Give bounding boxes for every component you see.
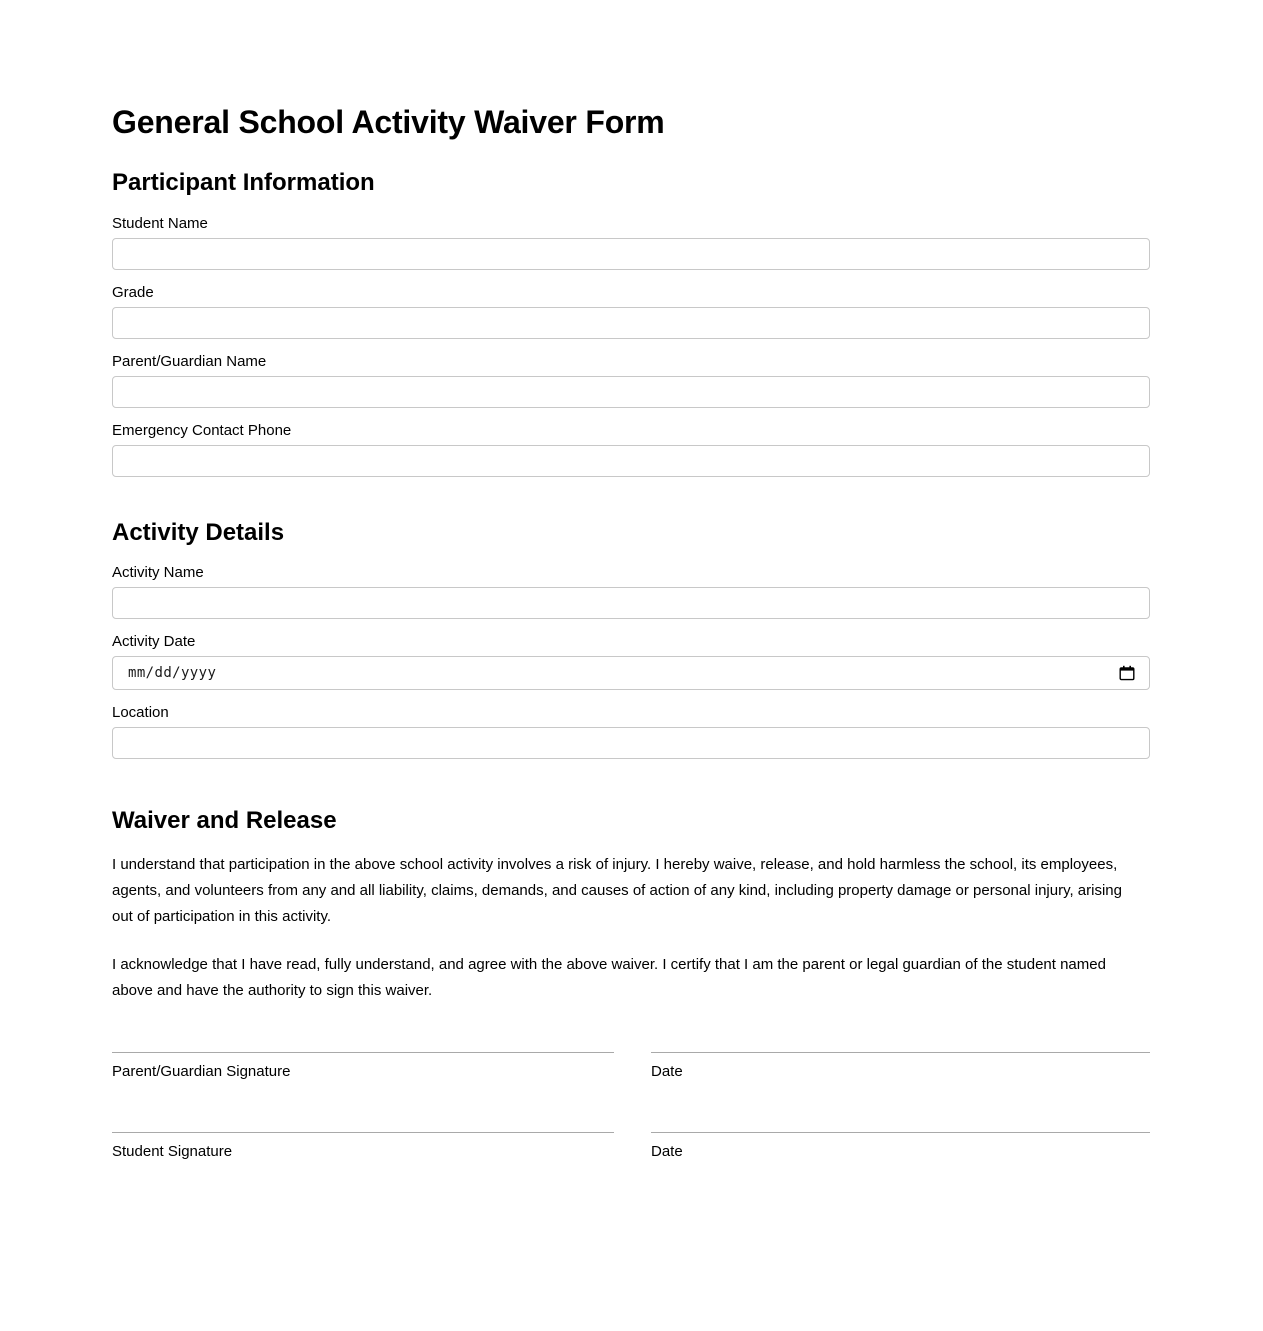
label-emergency-contact-phone: Emergency Contact Phone: [112, 421, 292, 439]
label-parent-guardian-name: Parent/Guardian Name: [112, 352, 267, 370]
field-student-name: [112, 214, 1150, 270]
section-heading-waiver-and-release: Waiver and Release: [112, 807, 337, 835]
label-student-name: Student Name: [112, 214, 208, 232]
label-activity-date: Activity Date: [112, 633, 196, 651]
page-title: General School Activity Waiver Form: [112, 104, 665, 140]
signature-area: [112, 1052, 1150, 1162]
field-activity-name: [112, 563, 1150, 619]
signature-block-parent-guardian-date[interactable]: [651, 1052, 1150, 1082]
label-grade: Grade: [112, 283, 154, 301]
signature-line-student: [112, 1132, 614, 1133]
input-location[interactable]: [112, 727, 1150, 759]
input-activity-name[interactable]: [112, 587, 1150, 619]
signature-block-student[interactable]: [112, 1132, 614, 1162]
field-parent-guardian-name: [112, 352, 1150, 408]
signature-row-student: [112, 1132, 1150, 1162]
input-activity-date[interactable]: [112, 656, 1150, 690]
field-emergency-contact-phone: [112, 421, 1150, 477]
signature-line-student-date: [651, 1132, 1150, 1133]
input-student-name[interactable]: [112, 238, 1150, 270]
signature-block-student-date[interactable]: [651, 1132, 1150, 1162]
signature-block-parent-guardian[interactable]: [112, 1052, 614, 1082]
calendar-icon[interactable]: [1119, 665, 1135, 681]
input-grade[interactable]: [112, 307, 1150, 339]
waiver-paragraph-acknowledgement: I acknowledge that I have read, fully understand, and agree with the above waiver. I certify that I am the parent or legal guardian of the student named above and have the authority to sign this waiver.: [112, 956, 1106, 1000]
input-emergency-contact-phone[interactable]: [112, 445, 1150, 477]
field-location: [112, 703, 1150, 759]
signature-caption-parent-guardian-date: Date: [651, 1063, 683, 1081]
section-waiver-and-release: [112, 807, 1150, 1004]
input-parent-guardian-name[interactable]: [112, 376, 1150, 408]
section-participant-information: [112, 169, 1150, 477]
signature-caption-student-date: Date: [651, 1143, 683, 1161]
label-activity-name: Activity Name: [112, 564, 204, 582]
field-activity-date: [112, 632, 1150, 690]
signature-line-parent-guardian: [112, 1052, 614, 1053]
signature-caption-parent-guardian: Parent/Guardian Signature: [112, 1063, 291, 1081]
section-heading-participant-information: Participant Information: [112, 168, 375, 196]
activity-date-placeholder: mm/dd/yyyy: [128, 665, 217, 682]
label-location: Location: [112, 704, 169, 722]
section-heading-activity-details: Activity Details: [112, 518, 285, 546]
signature-row-parent-guardian: [112, 1052, 1150, 1082]
signature-caption-student: Student Signature: [112, 1143, 233, 1161]
section-activity-details: [112, 519, 1150, 760]
field-grade: [112, 283, 1150, 339]
signature-line-parent-guardian-date: [651, 1052, 1150, 1053]
waiver-paragraph-liability: I understand that participation in the above school activity involves a risk of injury. I hereby waive, release, and hold harmless the school, its employees, agents, and volunteers from any and all liability, claims, demands, and causes of action of any kind, including property damage or personal injury, arising out of participation in this activity.: [112, 856, 1122, 926]
